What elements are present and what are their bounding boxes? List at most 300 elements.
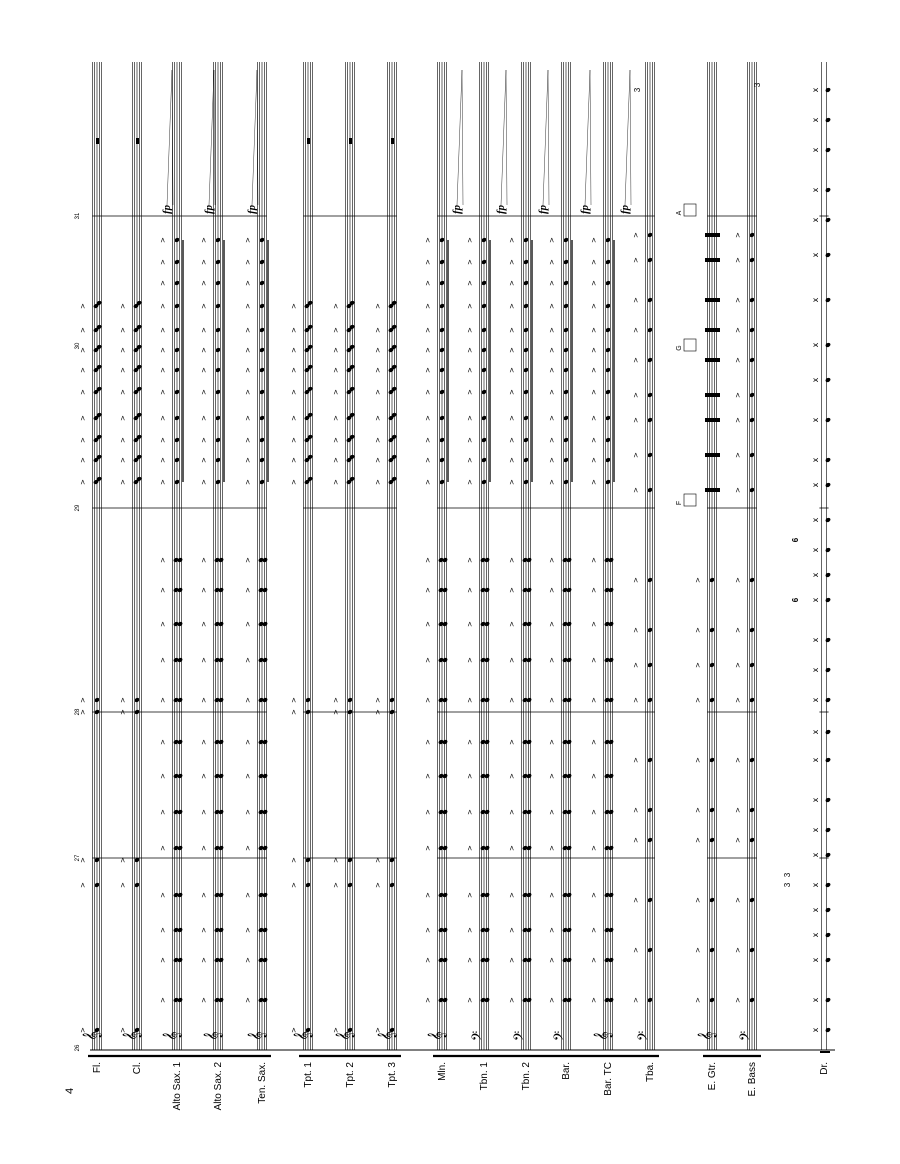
staff-tp2: [345, 62, 354, 1050]
accent-mark: >: [466, 739, 474, 745]
accent-mark: >: [632, 837, 640, 843]
accent-mark: >: [159, 303, 167, 309]
chord-note: [711, 358, 714, 362]
note-head: [177, 557, 184, 563]
chord-note: [711, 453, 714, 457]
cymbal-note: x: [811, 882, 820, 888]
note-head: [526, 697, 533, 703]
accent-mark: >: [159, 259, 167, 265]
accent-mark: >: [290, 437, 298, 443]
note-head: [566, 927, 573, 933]
accent-mark: >: [632, 662, 640, 668]
instrument-label-bar: Bar.: [561, 1062, 572, 1080]
accent-mark: >: [159, 927, 167, 933]
note-head: [262, 657, 269, 663]
chord-note: [708, 328, 711, 332]
drum-note: [825, 932, 832, 938]
clef-icon: 𝄞: [593, 1031, 612, 1041]
accent-mark: >: [79, 882, 87, 888]
dynamic-fp: fp: [161, 204, 173, 214]
accent-mark: >: [290, 347, 298, 353]
clef-icon: 𝄞: [122, 1031, 141, 1041]
clef-icon: 𝄞: [377, 1031, 396, 1041]
accent-mark: >: [734, 327, 742, 333]
note-head: [218, 892, 225, 898]
accent-mark: >: [159, 415, 167, 421]
accent-mark: >: [119, 457, 127, 463]
cymbal-note: x: [811, 637, 820, 643]
accent-mark: >: [694, 837, 702, 843]
cymbal-note: x: [811, 907, 820, 913]
accent-mark: >: [548, 997, 556, 1003]
accent-mark: >: [466, 327, 474, 333]
staff-fl: [92, 62, 101, 1050]
accent-mark: >: [590, 479, 598, 485]
accent-mark: >: [590, 415, 598, 421]
note-head: [484, 892, 491, 898]
note-head: [262, 557, 269, 563]
accent-mark: >: [508, 845, 516, 851]
accent-mark: >: [548, 845, 556, 851]
accent-mark: >: [159, 587, 167, 593]
accent-mark: >: [424, 927, 432, 933]
accent-mark: >: [290, 1027, 298, 1033]
accent-mark: >: [200, 997, 208, 1003]
accent-mark: >: [244, 997, 252, 1003]
accent-mark: >: [508, 621, 516, 627]
note-head: [262, 697, 269, 703]
accent-mark: >: [159, 237, 167, 243]
chord-diagram-icon: [684, 204, 696, 216]
accent-mark: >: [119, 709, 127, 715]
note-head: [526, 957, 533, 963]
note-head: [526, 845, 533, 851]
accent-mark: >: [466, 437, 474, 443]
accent-mark: >: [159, 997, 167, 1003]
accent-mark: >: [466, 479, 474, 485]
accent-mark: >: [244, 415, 252, 421]
accent-mark: >: [632, 997, 640, 1003]
accent-mark: >: [694, 662, 702, 668]
chord-note: [705, 233, 708, 237]
accent-mark: >: [119, 697, 127, 703]
accent-mark: >: [734, 417, 742, 423]
clef-icon: 𝄞: [82, 1031, 101, 1041]
note-head: [177, 657, 184, 663]
note-head: [608, 997, 615, 1003]
note-head: [566, 557, 573, 563]
note-head: [218, 621, 225, 627]
note-head: [526, 657, 533, 663]
accent-mark: >: [548, 773, 556, 779]
accent-mark: >: [734, 297, 742, 303]
crescendo-hairpin: [501, 70, 507, 205]
accent-mark: >: [200, 587, 208, 593]
note-head: [566, 809, 573, 815]
accent-mark: >: [590, 457, 598, 463]
tuplet-number: 3: [753, 82, 762, 88]
accent-mark: >: [548, 347, 556, 353]
chord-note: [705, 453, 708, 457]
note-head: [177, 927, 184, 933]
cymbal-note: x: [811, 852, 820, 858]
note-head: [566, 997, 573, 1003]
accent-mark: >: [548, 303, 556, 309]
accent-mark: >: [244, 773, 252, 779]
accent-mark: >: [466, 809, 474, 815]
chord-note: [717, 328, 720, 332]
chord-note: [708, 233, 711, 237]
note-head: [262, 957, 269, 963]
accent-mark: >: [290, 479, 298, 485]
drum-note: [825, 827, 832, 833]
chord-note: [714, 488, 717, 492]
note-head: [442, 892, 449, 898]
chord-note: [717, 358, 720, 362]
accent-mark: >: [332, 457, 340, 463]
accent-mark: >: [632, 452, 640, 458]
accent-mark: >: [332, 697, 340, 703]
accent-mark: >: [159, 845, 167, 851]
accent-mark: >: [466, 237, 474, 243]
accent-mark: >: [159, 347, 167, 353]
chord-note: [705, 393, 708, 397]
accent-mark: >: [290, 882, 298, 888]
tuplet-number: 3: [783, 872, 792, 878]
chord-note: [711, 393, 714, 397]
cymbal-note: x: [811, 457, 820, 463]
page-number: 4: [64, 1087, 76, 1094]
staff-bar: [561, 62, 570, 1050]
clef-icon: 𝄞: [247, 1031, 266, 1041]
accent-mark: >: [374, 882, 382, 888]
instrument-label-bartc: Bar. TC: [603, 1062, 614, 1096]
accent-mark: >: [374, 479, 382, 485]
crescendo-hairpin: [209, 70, 215, 205]
accent-mark: >: [374, 303, 382, 309]
drum-note: [825, 377, 832, 383]
chord-note: [714, 298, 717, 302]
chord-note: [714, 358, 717, 362]
note-head: [526, 997, 533, 1003]
accent-mark: >: [694, 577, 702, 583]
accent-mark: >: [200, 927, 208, 933]
accent-mark: >: [734, 357, 742, 363]
note-head: [177, 621, 184, 627]
accent-mark: >: [79, 857, 87, 863]
accent-mark: >: [466, 367, 474, 373]
accent-mark: >: [79, 415, 87, 421]
note-head: [484, 927, 491, 933]
drum-note: [825, 147, 832, 153]
cymbal-note: x: [811, 1027, 820, 1033]
accent-mark: >: [466, 957, 474, 963]
clef-icon: 𝄢: [511, 1030, 530, 1042]
note-head: [442, 957, 449, 963]
chord-note: [705, 328, 708, 332]
accent-mark: >: [424, 437, 432, 443]
accent-mark: >: [79, 479, 87, 485]
tuplet-number: 6: [791, 597, 800, 603]
accent-mark: >: [548, 389, 556, 395]
accent-mark: >: [694, 997, 702, 1003]
accent-mark: >: [290, 709, 298, 715]
accent-mark: >: [200, 809, 208, 815]
note-head: [566, 739, 573, 745]
accent-mark: >: [374, 697, 382, 703]
cymbal-note: x: [811, 547, 820, 553]
note-head: [484, 697, 491, 703]
drum-note: [825, 637, 832, 643]
note-head: [566, 957, 573, 963]
note-head: [442, 621, 449, 627]
accent-mark: >: [694, 697, 702, 703]
accent-mark: >: [290, 415, 298, 421]
accent-mark: >: [159, 773, 167, 779]
measure-number: 31: [75, 212, 81, 220]
accent-mark: >: [200, 437, 208, 443]
note-head: [566, 621, 573, 627]
note-head: [484, 997, 491, 1003]
accent-mark: >: [590, 927, 598, 933]
note-head: [526, 557, 533, 563]
note-head: [526, 927, 533, 933]
accent-mark: >: [590, 389, 598, 395]
accent-mark: >: [694, 757, 702, 763]
chord-note: [717, 393, 720, 397]
whole-rest: [349, 138, 352, 142]
note-head: [484, 957, 491, 963]
drum-note: [825, 997, 832, 1003]
accent-mark: >: [632, 697, 640, 703]
accent-mark: >: [548, 557, 556, 563]
crescendo-hairpin: [457, 70, 463, 205]
staff-tb1: [479, 62, 488, 1050]
note-head: [218, 697, 225, 703]
accent-mark: >: [508, 773, 516, 779]
accent-mark: >: [694, 897, 702, 903]
accent-mark: >: [200, 621, 208, 627]
accent-mark: >: [632, 297, 640, 303]
instrument-label-tp1: Tpt. 1: [303, 1062, 314, 1088]
accent-mark: >: [734, 487, 742, 493]
accent-mark: >: [244, 347, 252, 353]
accent-mark: >: [119, 367, 127, 373]
accent-mark: >: [734, 697, 742, 703]
accent-mark: >: [332, 347, 340, 353]
note-head: [566, 587, 573, 593]
cymbal-note: x: [811, 117, 820, 123]
accent-mark: >: [79, 303, 87, 309]
instrument-label-tsx: Ten. Sax.: [257, 1062, 268, 1104]
accent-mark: >: [548, 367, 556, 373]
accent-mark: >: [734, 577, 742, 583]
clef-icon: 𝄞: [293, 1031, 312, 1041]
accent-mark: >: [466, 259, 474, 265]
drum-note: [825, 252, 832, 258]
accent-mark: >: [200, 259, 208, 265]
chord-note: [711, 418, 714, 422]
accent-mark: >: [244, 845, 252, 851]
chord-note: [717, 488, 720, 492]
staff-asx1: [172, 62, 181, 1050]
chord-note: [711, 258, 714, 262]
clef-icon: 𝄢: [737, 1030, 756, 1042]
note-head: [608, 845, 615, 851]
accent-mark: >: [548, 892, 556, 898]
cymbal-note: x: [811, 697, 820, 703]
drum-note: [825, 957, 832, 963]
accent-mark: >: [244, 259, 252, 265]
accent-mark: >: [466, 892, 474, 898]
accent-mark: >: [466, 415, 474, 421]
accent-mark: >: [508, 237, 516, 243]
accent-mark: >: [548, 280, 556, 286]
accent-mark: >: [424, 415, 432, 421]
accent-mark: >: [508, 457, 516, 463]
accent-mark: >: [290, 389, 298, 395]
tuplet-number: 3: [633, 87, 642, 93]
note-head: [442, 587, 449, 593]
accent-mark: >: [734, 232, 742, 238]
accent-mark: >: [508, 389, 516, 395]
note-head: [218, 997, 225, 1003]
accent-mark: >: [374, 709, 382, 715]
accent-mark: >: [200, 415, 208, 421]
accent-mark: >: [590, 957, 598, 963]
accent-mark: >: [424, 389, 432, 395]
measure-number: 27: [75, 854, 81, 862]
clef-icon: 𝄢: [469, 1030, 488, 1042]
accent-mark: >: [119, 479, 127, 485]
accent-mark: >: [734, 662, 742, 668]
accent-mark: >: [466, 303, 474, 309]
note-head: [608, 739, 615, 745]
accent-mark: >: [424, 347, 432, 353]
accent-mark: >: [424, 697, 432, 703]
measure-number: 26: [75, 1044, 81, 1052]
chord-note: [705, 418, 708, 422]
accent-mark: >: [374, 347, 382, 353]
note-head: [566, 845, 573, 851]
accent-mark: >: [244, 587, 252, 593]
drum-note: [825, 87, 832, 93]
accent-mark: >: [508, 809, 516, 815]
chord-diagram-icon: [684, 339, 696, 351]
note-head: [218, 773, 225, 779]
note-head: [442, 697, 449, 703]
chord-symbol: A: [676, 210, 683, 216]
accent-mark: >: [159, 657, 167, 663]
note-head: [484, 809, 491, 815]
accent-mark: >: [466, 697, 474, 703]
chord-note: [714, 418, 717, 422]
note-head: [262, 739, 269, 745]
accent-mark: >: [200, 347, 208, 353]
accent-mark: >: [632, 327, 640, 333]
whole-rest: [136, 138, 139, 142]
chord-note: [705, 258, 708, 262]
cymbal-note: x: [811, 517, 820, 523]
accent-mark: >: [200, 957, 208, 963]
dynamic-fp: fp: [203, 204, 215, 214]
drum-note: [825, 667, 832, 673]
chord-note: [708, 258, 711, 262]
note-head: [442, 773, 449, 779]
instrument-label-mln: Mln.: [437, 1062, 448, 1081]
cymbal-note: x: [811, 217, 820, 223]
dynamic-fp: fp: [495, 204, 507, 214]
chord-note: [717, 298, 720, 302]
accent-mark: >: [508, 557, 516, 563]
chord-note: [717, 233, 720, 237]
accent-mark: >: [119, 347, 127, 353]
accent-mark: >: [374, 437, 382, 443]
accent-mark: >: [590, 557, 598, 563]
dynamic-fp: fp: [537, 204, 549, 214]
staff-tb2: [521, 62, 530, 1050]
accent-mark: >: [508, 367, 516, 373]
accent-mark: >: [590, 237, 598, 243]
accent-mark: >: [244, 739, 252, 745]
instrument-label-egtr: E. Gtr.: [707, 1062, 718, 1091]
crescendo-hairpin: [585, 70, 591, 205]
accent-mark: >: [200, 892, 208, 898]
accent-mark: >: [590, 773, 598, 779]
accent-mark: >: [119, 437, 127, 443]
accent-mark: >: [590, 347, 598, 353]
note-head: [262, 892, 269, 898]
note-head: [262, 773, 269, 779]
accent-mark: >: [508, 347, 516, 353]
accent-mark: >: [290, 457, 298, 463]
accent-mark: >: [159, 457, 167, 463]
cymbal-note: x: [811, 87, 820, 93]
note-head: [177, 697, 184, 703]
instrument-label-cl: Cl.: [132, 1062, 143, 1075]
instrument-label-tba: Tba.: [645, 1062, 656, 1083]
accent-mark: >: [734, 837, 742, 843]
chord-note: [711, 233, 714, 237]
cymbal-note: x: [811, 932, 820, 938]
instrument-label-tb1: Tbn. 1: [479, 1062, 490, 1091]
accent-mark: >: [466, 557, 474, 563]
accent-mark: >: [508, 415, 516, 421]
note-head: [442, 997, 449, 1003]
accent-mark: >: [332, 303, 340, 309]
accent-mark: >: [694, 627, 702, 633]
accent-mark: >: [244, 957, 252, 963]
measure-number: 28: [75, 708, 81, 716]
accent-mark: >: [424, 892, 432, 898]
note-head: [442, 739, 449, 745]
whole-rest: [391, 138, 394, 142]
accent-mark: >: [159, 437, 167, 443]
chord-note: [708, 453, 711, 457]
note-head: [218, 587, 225, 593]
note-head: [608, 957, 615, 963]
accent-mark: >: [548, 927, 556, 933]
dynamic-fp: fp: [579, 204, 591, 214]
accent-mark: >: [548, 697, 556, 703]
accent-mark: >: [200, 280, 208, 286]
accent-mark: >: [632, 897, 640, 903]
accent-mark: >: [290, 857, 298, 863]
note-head: [484, 621, 491, 627]
chord-note: [714, 328, 717, 332]
accent-mark: >: [694, 947, 702, 953]
chord-note: [711, 328, 714, 332]
